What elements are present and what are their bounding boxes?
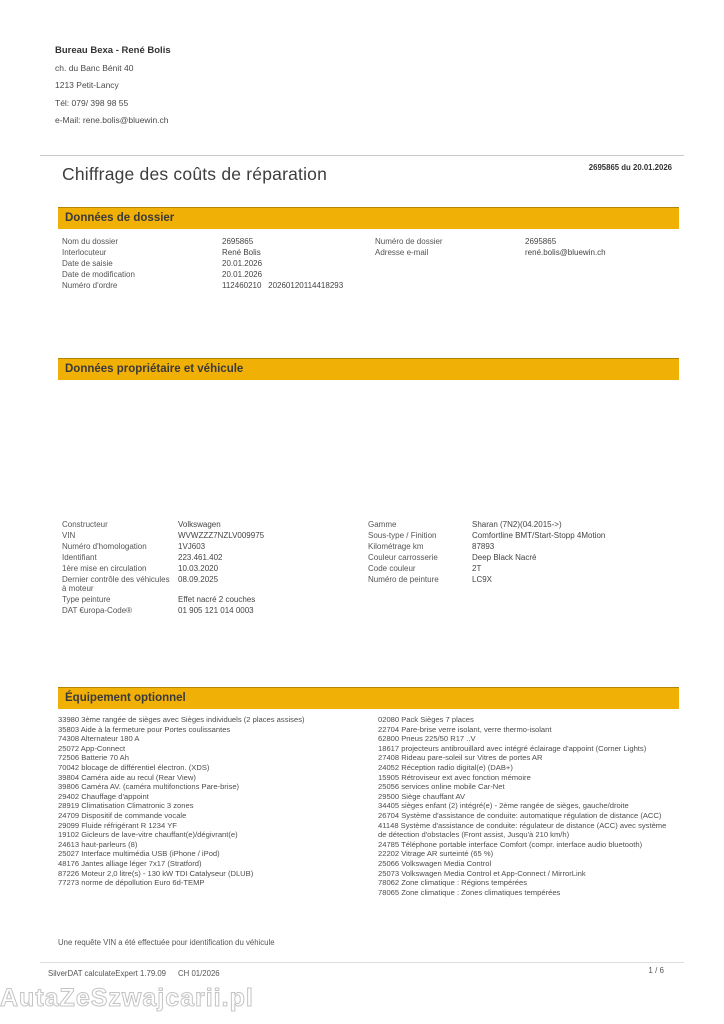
equipment-item: 33980 3ème rangée de sièges avec Sièges individuels (2 places assises) [58,715,305,724]
equipment-item: 39804 Caméra aide au recul (Rear View) [58,772,196,782]
field-value: 01 905 121 014 0003 [178,606,254,615]
field-value: Comfortline BMT/Start-Stopp 4Motion [472,531,606,540]
equipment-item: 24709 Dispositif de commande vocale [58,810,187,820]
field-row [368,564,678,573]
header-divider [40,155,684,156]
field-row [375,237,675,246]
equipment-item: 24052 Réception radio digital(e) (DAB+) [378,762,513,772]
equipment-item: 39806 Caméra AV. (caméra multifonctions Pare-brise) [58,782,240,792]
equipment-item: 74308 Alternateur 180 A [58,734,140,744]
field-value: 87893 [472,542,495,551]
page-number: 1 / 6 [648,966,664,975]
section-heading-dossier: Données de dossier [58,207,679,229]
equipment-item: 72506 Batterie 70 Ah [58,753,129,763]
field-label: Adresse e-mail [375,248,429,257]
field-row [368,553,678,562]
field-label: Interlocuteur [62,248,107,257]
footer-software-info [48,969,220,978]
field-label: Numéro d'ordre [62,281,118,290]
field-row [62,270,367,279]
equipment-list-left [58,715,376,888]
field-value: LC9X [472,575,493,584]
equipment-item: 34405 sièges enfant (2) intégré(e) - 2ème rangée de sièges, gauche/droite [378,801,629,811]
equipment-item: 62800 Pneus 225/50 R17 ..V [378,734,476,744]
field-value: Volkswagen [178,520,221,529]
field-row [62,520,364,529]
equipment-item: 25056 services online mobile Car-Net [378,782,505,792]
equipment-item: 25027 Interface multimédia USB (iPhone / iPod) [58,849,220,859]
field-label: Date de modification [62,270,135,279]
field-label: Nom du dossier [62,237,119,246]
email-line: e-Mail: rene.bolis@bluewin.ch [55,115,169,125]
footer-region: CH 01/2026 [178,969,220,978]
page-title: Chiffrage des coûts de réparation [62,164,328,184]
vehicle-fields-left [62,520,364,617]
field-row [62,564,364,573]
field-value: 223.461.402 [178,553,223,562]
equipment-item: 29099 Fluide réfrigérant R 1234 YF [58,820,177,830]
equipment-item: 27408 Rideau pare-soleil sur Vitres de portes AR [378,753,543,763]
equipment-item: 25073 Volkswagen Media Control et App-Connect / MirrorLink [378,868,586,878]
watermark-text: AutaZeSzwajcarii.pl [0,984,254,1012]
field-value: 20.01.2026 [222,259,263,268]
equipment-item: 35803 Aide à la fermeture pour Portes coulissantes [58,724,231,734]
equipment-item: 87226 Moteur 2,0 litre(s) - 130 kW TDI Catalyseur (DLUB) [58,868,254,878]
field-label: Code couleur [368,564,416,573]
field-row [368,531,678,540]
field-value: René Bolis [222,248,261,257]
field-value: 08.09.2025 [178,575,219,584]
section-heading-equipment: Équipement optionnel [58,687,679,709]
equipment-item: 15905 Rétroviseur ext avec fonction mémoire [378,772,531,782]
equipment-item: 28919 Climatisation Climatronic 3 zones [58,801,194,811]
phone-line: Tél: 079/ 398 98 55 [55,97,129,108]
field-label: Date de saisie [62,259,113,268]
field-row [62,553,364,562]
equipment-item: 26704 Système d'assistance de conduite: automatique régulation de distance (ACC) [378,810,662,820]
field-label: DAT €uropa-Code® [62,606,133,615]
field-label: Kilométrage km [368,542,424,551]
field-label: Identifiant [62,553,97,562]
field-row [368,575,678,584]
field-row [62,531,364,540]
field-row [62,248,367,257]
company-name: Bureau Bexa - René Bolis [55,45,171,56]
vin-request-note: Une requête VIN a été effectuée pour identification du véhicule [58,938,275,947]
section-heading-vehicle: Données propriétaire et véhicule [58,358,679,380]
address-line-2: 1213 Petit-Lancy [55,80,119,90]
software-version: SilverDAT calculateExpert 1.79.09 [48,969,167,978]
field-value: 2695865 [222,237,254,246]
field-label: Couleur carrosserie [368,553,438,562]
field-value: 2T [472,564,482,573]
equipment-item: 25066 Volkswagen Media Control [378,858,492,868]
field-label: Numéro d'homologation [62,542,147,551]
equipment-item: 29402 Chauffage d'appoint [58,791,149,801]
equipment-item: 41148 Système d'assistance de conduite: régulateur de distance (ACC) avec système de détection d'obstacles (Front assist, Jusqu'à 210 km/h) [378,820,667,840]
field-row [368,542,678,551]
field-value: 112460210 20260120114418293 [222,281,344,290]
field-value: Deep Black Nacré [472,553,537,562]
address-line-1: ch. du Banc Bénit 40 [55,62,134,73]
equipment-item: 70042 blocage de différentiel électron. (XDS) [58,762,210,772]
field-value: 2695865 [525,237,557,246]
equipment-item: 78065 Zone climatique : Zones climatiques tempérées [378,887,561,897]
document-reference: 2695865 du 20.01.2026 [588,163,672,172]
field-label: VIN [62,531,76,540]
equipment-item: 18617 projecteurs antibrouillard avec intégré éclairage d'appoint (Corner Lights) [378,743,647,753]
field-row [62,595,364,604]
field-label: Dernier contrôle des véhicules à moteur [62,575,170,593]
field-label: Type peinture [62,595,111,604]
equipment-item: 22202 Vitrage AR surteinté (65 %) [378,849,494,859]
equipment-item: 22704 Pare-brise verre isolant, verre thermo-isolant [378,724,552,734]
equipment-item: 29500 Siège chauffant AV [378,791,466,801]
field-value: 20.01.2026 [222,270,263,279]
equipment-item: 19102 Gicleurs de lave-vitre chauffant(e)/dégivrant(e) [58,830,238,840]
field-value: Effet nacré 2 couches [178,595,256,604]
field-label: Sous-type / Finition [368,531,437,540]
field-value: 1VJ603 [178,542,206,551]
field-row [368,520,678,529]
field-row [62,542,364,551]
field-label: Numéro de peinture [368,575,439,584]
field-row [62,281,367,290]
field-value: Sharan (7N2)(04.2015->) [472,520,562,529]
equipment-item: 48176 Jantes alliage léger 7x17 (Stratford) [58,858,202,868]
equipment-item: 78062 Zone climatique : Régions tempérées [378,878,528,888]
equipment-item: 02080 Pack Sièges 7 places [378,715,474,724]
field-value: 10.03.2020 [178,564,219,573]
field-row [62,575,364,593]
footer-divider [40,962,684,963]
equipment-item: 24613 haut-parleurs (8) [58,839,138,849]
field-label: Constructeur [62,520,108,529]
equipment-item: 25072 App-Connect [58,743,126,753]
vehicle-fields-right [368,520,678,586]
dossier-fields-left [62,237,367,292]
field-value: rené.bolis@bluewin.ch [525,248,606,257]
field-row [62,237,367,246]
equipment-item: 77273 norme de dépollution Euro 6d-TEMP [58,878,205,888]
field-label: Gamme [368,520,397,529]
field-label: 1ère mise en circulation [62,564,147,573]
field-label: Numéro de dossier [375,237,443,246]
letterhead [55,42,171,130]
dossier-fields-right [375,237,675,259]
field-row [375,248,675,257]
field-row [62,259,367,268]
field-row [62,606,364,615]
field-value: WVWZZZ7NZLV009975 [178,531,265,540]
equipment-list-right [378,715,670,897]
equipment-item: 24785 Téléphone portable interface Comfort (compr. interface audio bluetooth) [378,839,643,849]
